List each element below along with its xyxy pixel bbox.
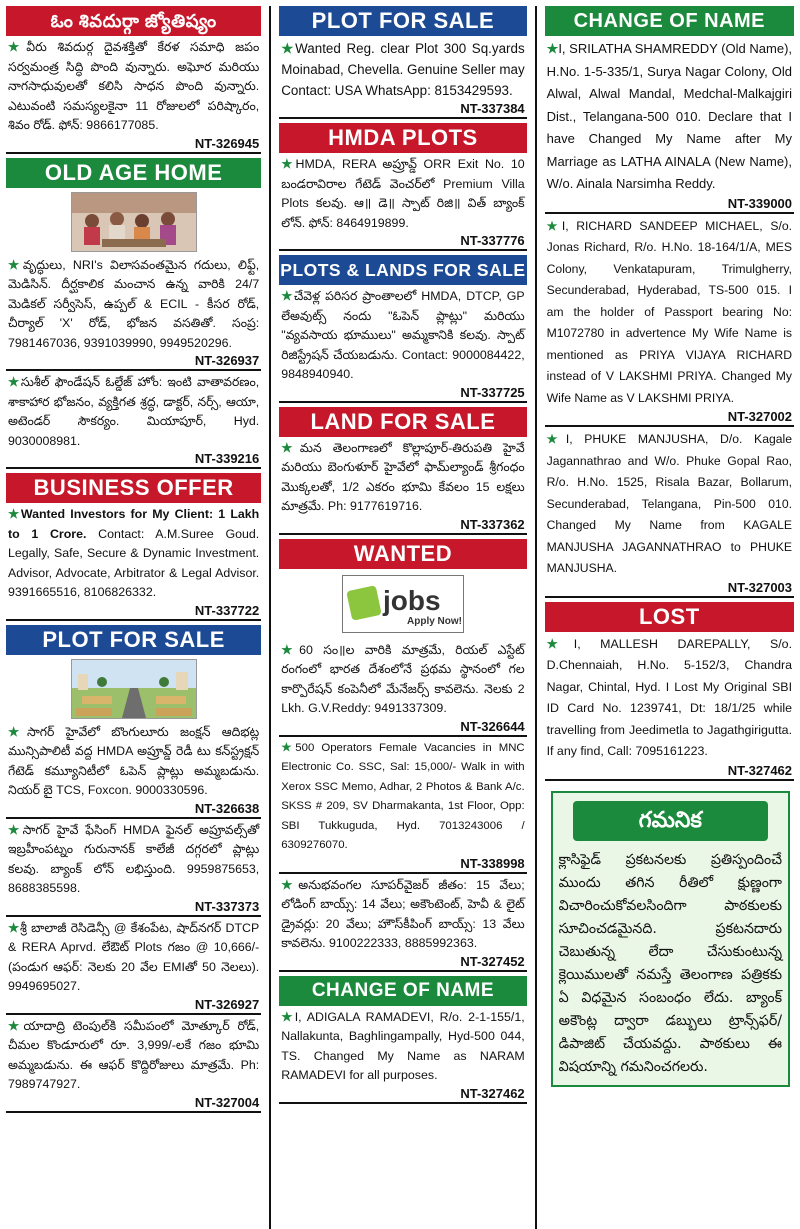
column-divider <box>535 6 537 1229</box>
ad-code: NT-326937 <box>6 353 261 371</box>
star-icon: ★ <box>281 1009 295 1024</box>
star-icon: ★ <box>281 642 300 657</box>
column-divider <box>269 6 271 1229</box>
star-icon: ★ <box>281 41 296 56</box>
star-icon: ★ <box>8 1018 24 1033</box>
wanted-ad-2: ★500 Operators Female Vacancies in MNC Electronic Co. SSC, Sal: 15,000/- Walk in with Xerox SSC Memo, Adhar, 2 Photos & Bank A/c. SKSS # 209, SV Dharmakanta, 1st Floor, Opp: SBI Tukkuguda, Hyd. 7013243006 / 6309276070. <box>281 741 525 851</box>
astrology-header: ఓం శివదుర్గా జ్యోతిష్యం <box>6 6 261 36</box>
change-of-name-ad-2: ★I, RICHARD SANDEEP MICHAEL, S/o. Jonas Richard, R/o. H.No. 18-164/1/A, MES Colony, Venkatapuram, Trimulgherry, Secunderabad, Hyderabad, TS-500 015. I am the holder of Passport bearing No: M1072780 in advertence My Wife Name is mentioned as PRIYA VIJAYA RICHARD instead of V LAKSHMI PRIYA. Changed My Wife Name as V LAKSHMI PRIYA. <box>546 218 793 405</box>
plot-ad-1: ★సాగర్ హైవేలో బొంగులూరు జంక్షన్ ఆదిభట్ల మున్సిపాలిటీ వద్ద HMDA అప్రూవ్డ్ రెడీ టు కన్‌స్ట్రక్షన్ గేటెడ్ కమ్యూనిటీలో ఓపెన్ ప్లాట్లు అమ్మబడును. నియర్ బై TCS, Foxcon. 9000330596. <box>8 724 260 797</box>
plots-lands-ad: ★చేవెళ్ల పరిసర ప్రాంతాలలో HMDA, DTCP, GP లేఅవుట్స్ నందు "ఓపెన్ ప్లాట్లు" మరియు "వ్యవసాయ భూములు" అమ్మకానికి కలవు. స్పాట్ రిజిస్ట్రేషన్ చేయబడును. Contact: 9000084422, 9848940940. <box>281 289 525 381</box>
ad-code: NT-337776 <box>279 233 526 251</box>
column-2 <box>279 6 526 1229</box>
ad-code: NT-327003 <box>545 580 794 598</box>
old-age-home-photo <box>71 192 197 252</box>
plot-ad-4: ★యాదాద్రి టెంపుల్‌కి సమీపంలో మోత్కూర్ రోడ్, చీమల కొండూరులో రూ. 3,999/-లకే గజం భూమి అమ్మబడును. ఈ ఆఫర్ కొద్దిరోజులు మాత్రమే. Ph: 7989747927. <box>8 1018 260 1091</box>
notice-body: క్లాసిఫైడ్ ప్రకటనలకు ప్రతిస్పందించే ముందు తగిన రీతిలో క్షుణ్ణంగా విచారించుకోవలసిందిగా పాఠకులకు సూచించడమైనది. ప్రకటనదారు చెబుతున్న లేదా చేసుకుంటున్న క్లెయిములతో నమస్తే తెలంగాణ పత్రికకు ఏ విధమైన సంబంధం లేదు. బ్యాంక్ అకౌంట్ల ద్వారా డబ్బులు ట్రాన్స్‌ఫర్/డిపాజిట్ చేయవద్దు. పాఠకులు ఈ విషయాన్ని గమనించగలరు. <box>558 851 783 1075</box>
ad-code: NT-327002 <box>545 409 794 427</box>
land-for-sale-ad: ★మన తెలంగాణలో కొల్లాపూర్-తిరుపతి హైవే మరియు బెంగుళూర్ హైవేలో ఫామ్‌ల్యాండ్ శ్రీగంధం మొక్కలతో, 1/2 ఎకరం భూమి కేవలం 15 లక్షలు మాత్రమే. Ph: 9177619716. <box>281 440 525 513</box>
ad-code: NT-326638 <box>6 801 261 819</box>
star-icon: ★ <box>8 920 20 935</box>
plot-for-sale-header: PLOT FOR SALE <box>6 625 261 655</box>
ad-code: NT-326644 <box>279 719 526 737</box>
hmda-plots-header: HMDA PLOTS <box>279 123 526 153</box>
ad-code: NT-327462 <box>279 1086 526 1104</box>
star-icon: ★ <box>281 157 296 171</box>
change-of-name-ad: ★I, ADIGALA RAMADEVI, R/o. 2-1-155/1, Nallakunta, Baghlingampally, Hyd-500 044, TS. Changed My Name as NARAM RAMADEVI for all purposes. <box>281 1009 525 1082</box>
change-of-name-header: CHANGE OF NAME <box>545 6 794 36</box>
plot-layout-photo <box>71 659 197 719</box>
business-offer-ad: ★Wanted Investors for My Client: 1 Lakh to 1 Crore. Contact: A.M.Suree Goud. Legally, Safe, Secure & Dynamic Investment. Advisor, Advocate, Arbitrator & Legal Advisor. 9391665516, 8106826332. <box>8 507 260 599</box>
star-icon: ★ <box>8 375 21 389</box>
star-icon: ★ <box>8 257 23 272</box>
star-icon: ★ <box>546 636 574 651</box>
star-icon: ★ <box>8 724 27 739</box>
ad-code: NT-337362 <box>279 517 526 535</box>
wanted-ad-1: ★60 సం॥ల వారికి మాత్రమే, రియల్ ఎస్టేట్ రంగంలో భారత దేశంలోనే ప్రథమ స్థానంలో గల కార్పొరేషన్ కంపెనీలో మేనేజర్స్ కావలెను. నెలకు 2 Lkh. G.V.Reddy: 9491337309. <box>281 642 525 715</box>
hmda-plots-ad: ★HMDA, RERA అప్రూవ్డ్ ORR Exit No. 10 బండరావిరాల గేటెడ్ వెంచర్‌లో Premium Villa Plots కలవు. ఆ॥ డె॥ స్పాట్ రిజి॥ విత్ బ్యాంక్ లోన్. ఫోన్: 8464919899. <box>281 157 525 230</box>
land-for-sale-header: LAND FOR SALE <box>279 407 526 437</box>
star-icon: ★ <box>8 40 27 54</box>
column-3 <box>545 6 794 1229</box>
change-of-name-ad-3: ★I, PHUKE MANJUSHA, D/o. Kagale Jagannathrao and W/o. Phuke Gopal Rao, R/o. H.No. 1525, Risala Bazar, Bollarum, Secunderabad, Telangana, Pin-500 010. Changed My Name from KAGALE MANJUSHA JAGANNATHRAO to PHUKE MANJUSHA. <box>546 432 793 575</box>
column-1 <box>6 6 261 1229</box>
wanted-ad-3: ★అనుభవంగల సూపర్‌వైజర్ జీతం: 15 వేలు; లోడింగ్ బాయ్స్: 14 వేలు; అకౌంటెంట్, హెవీ & లైట్ డ్రైవర్లు: 20 వేలు; హౌస్‌కీపింగ్ బాయ్స్: 13 వేలు కావలెను. 9100222333, 8885992363. <box>281 877 525 950</box>
astrology-ad: ★వీరు శివదుర్గ దైవశక్తితో కేరళ సమాధి జపం సర్వమంత్ర సిద్ధి పొంది వున్నారు. అఘోర మరియు నాగసాధువులతో కలిసి సాధన పొంది వున్నారు. ఎటువంటి సమస్యలకైనా 11 రోజులలో పరిష్కారం, శివం రోడ్. ఫోన్: 9866177085. <box>8 40 260 132</box>
ad-code: NT-337373 <box>6 899 261 917</box>
business-offer-header: BUSINESS OFFER <box>6 473 261 503</box>
star-icon: ★ <box>281 741 296 754</box>
old-age-home-ad-2: ★సుశీల్ ఫౌండేషన్ ఓల్డేజ్ హోం: ఇంటి వాతావరణం, శాకాహార భోజనం, వ్యక్తిగత శ్రద్ధ, డాక్టర్, నర్స్, ఆయా, అటెండర్ సౌకర్యం. మియాపూర్, Hyd. 9030008981. <box>8 375 260 448</box>
notice-header: గమనిక <box>573 801 768 841</box>
star-icon: ★ <box>281 440 300 455</box>
ad-code: NT-337384 <box>279 101 526 119</box>
old-age-home-ad-1: ★వృద్ధులు, NRI's విలాసవంతమైన గదులు, లిఫ్ట్, మెడిసిన్. దీర్ఘకాలిక మంచాన ఉన్న వారికి 24/7 మెడికల్ సర్వీసెస్, ఉప్పల్ & ECIL - కీసర రోడ్, చీర్యాల్ 'X' రోడ్, భోజన వసతితో. సంప్ర: 7981467036, 9391039990, 9949520296. <box>8 257 260 350</box>
star-icon: ★ <box>8 507 21 521</box>
ad-code: NT-327462 <box>545 763 794 781</box>
ad-code: NT-327004 <box>6 1095 261 1113</box>
old-age-home-header: OLD AGE HOME <box>6 158 261 188</box>
jobs-logo <box>342 575 464 633</box>
ad-code: NT-339000 <box>545 196 794 214</box>
plot-wanted-ad: ★Wanted Reg. clear Plot 300 Sq.yards Moinabad, Chevella. Genuine Seller may Contact: USA WhatsApp: 8153429593. <box>281 41 525 98</box>
star-icon: ★ <box>281 289 294 303</box>
plots-lands-header: PLOTS & LANDS FOR SALE <box>279 255 526 285</box>
star-icon: ★ <box>546 432 566 446</box>
change-of-name-ad-1: ★I, SRILATHA SHAMREDDY (Old Name), H.No. 1-5-335/1, Surya Nagar Colony, Old Alwal, Alwal Mandal, Medchal-Malkajgiri Dist., Telangana-500 010. Declare that I have Changed My Name after My Marriage as LATHA AINALA (New Name), W/o. Ainala Narsimha Reddy. <box>546 41 793 191</box>
ad-code: NT-337722 <box>6 603 261 621</box>
ad-code: NT-326927 <box>6 997 261 1015</box>
ad-code: NT-339216 <box>6 451 261 469</box>
wanted-header: WANTED <box>279 539 526 569</box>
plot-ad-2: ★సాగర్ హైవే ఫేసింగ్ HMDA ఫైనల్ అప్రూవల్స్‌తో ఇబ్రహీంపట్నం గురునానక్ కాలేజీ దగ్గరలో ప్లాట్లు కలవు. బ్యాంక్ లోన్ లభిస్తుంది. 9959875653, 8688385598. <box>8 822 260 895</box>
plot-for-sale-header: PLOT FOR SALE <box>279 6 526 36</box>
jobs-logo-text: jobs <box>382 584 441 616</box>
jobs-logo-sub: Apply Now! <box>406 615 462 627</box>
ad-code: NT-326945 <box>6 136 261 154</box>
disclaimer-notice <box>551 791 790 1087</box>
star-icon: ★ <box>8 822 23 837</box>
ad-code: NT-338998 <box>279 856 526 874</box>
star-icon: ★ <box>281 877 299 892</box>
ad-code: NT-327452 <box>279 954 526 972</box>
star-icon: ★ <box>546 41 559 56</box>
star-icon: ★ <box>546 218 562 233</box>
plot-ad-3: ★శ్రీ బాలాజీ రెసిడెన్సీ @ కేశంపేట, షాద్‌నగర్ DTCP & RERA Aprvd. లేఔట్ Plots గజం @ 10,666/- (పండుగ ఆఫర్: నెలకు 20 వేల EMIతో 50 నెలలు). 9949695027. <box>8 920 260 993</box>
ad-code: NT-337725 <box>279 385 526 403</box>
lost-ad: ★I, MALLESH DAREPALLY, S/o. D.Chennaiah, H.No. 5-152/3, Chandra Nagar, Chintal, Hyd. I Lost My Original SBI ID Card No. 1239741, Dt: 18/1/25 while travelling from Jeedimetla to Jagathgirigutta. If any find, Call: 7095161223. <box>546 636 793 758</box>
change-of-name-header: CHANGE OF NAME <box>279 976 526 1006</box>
lost-header: LOST <box>545 602 794 632</box>
